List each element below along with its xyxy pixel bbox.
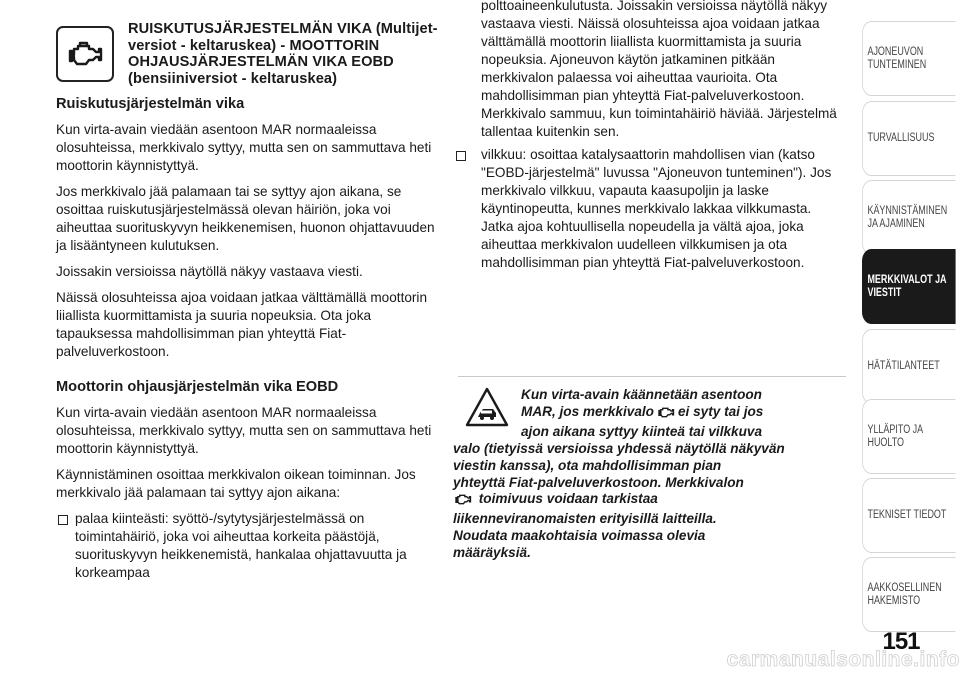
note-line: Noudata maakohtaisia voimassa olevia xyxy=(453,528,706,544)
bullet-item xyxy=(56,510,440,582)
chapter-tabs xyxy=(858,0,960,678)
section-heading: RUISKUTUSJÄRJESTELMÄN VIKA (Multijet-versiot - keltaruskea) - MOOTTORIN OHJAUSJÄRJESTELMÄN VIKA EOBD (bensiiniversiot - keltaruskea) xyxy=(128,21,438,87)
section-heading-block xyxy=(56,0,440,87)
subheading-eobd-fault: Moottorin ohjausjärjestelmän vika EOBD xyxy=(56,379,339,395)
note-line: viestin kanssa), ota mahdollisimman pian xyxy=(453,457,722,473)
paragraph: Joissakin versioissa näytöllä näkyy vastaava viesti. xyxy=(56,264,363,279)
bullet-square-icon xyxy=(58,515,68,525)
engine-warning-icon xyxy=(453,492,473,511)
note-line xyxy=(453,404,847,424)
note-text: MAR, jos merkkivalo xyxy=(521,403,654,419)
note-line xyxy=(453,491,847,511)
note-text: toimivuus voidaan tarkistaa xyxy=(478,491,658,507)
paragraph: Jos merkkivalo jää palamaan tai se syttyy ajon aikana, se osoittaa ruiskutusjärjestelmässä olevan häiriön, joka voi aiheuttaa suorituskyvyn heikkenemisen, huonon ohjattavuuden ja lisääntyneen kulutuksen. xyxy=(56,184,435,253)
bullet-text: vilkkuu: osoittaa katalysaattorin mahdollisen vian (katso "EOBD-järjestelmä" luvussa "Ajoneuvon tunteminen"). Jos merkkivalo vilkkuu, vapauta kaasupoljin ja laske käyntinopeutta, kunnes merkkivalo lakkaa vilkkumasta. Jatka ajoa kohtuullisella nopeudella ja vältä ajoa, joka aiheuttaa merkkivalon uudelleen vilkkumisen ja ota mahdollisimman pian yhteyttä Fiat-palveluverkostoon. xyxy=(481,147,832,270)
tab-turvallisuus[interactable]: TURVALLISUUS xyxy=(862,101,956,176)
warning-triangle-icon xyxy=(465,387,509,427)
note-line: valo (tietyissä versioissa yhdessä näytöllä näkyvän xyxy=(453,440,785,456)
tab-ajoneuvon-tunteminen[interactable]: AJONEUVON TUNTEMINEN xyxy=(862,21,956,96)
paragraph: Käynnistäminen osoittaa merkkivalon oikean toiminnan. Jos merkkivalo jää palamaan tai syttyy ajon aikana: xyxy=(56,467,416,500)
note-line: liikenneviranomaisten erityisillä laitteilla. xyxy=(453,511,717,527)
note-text: ei syty tai jos xyxy=(677,403,764,419)
watermark: carmanualsonline.info xyxy=(726,648,960,671)
tab-kaynnistaminen-ja-ajaminen[interactable]: KÄYNNISTÄMINEN JA AJAMINEN xyxy=(862,180,956,255)
tab-yllapito-ja-huolto[interactable]: YLLÄPITO JA HUOLTO xyxy=(862,399,956,474)
paragraph: Näissä olosuhteissa ajoa voidaan jatkaa välttämällä moottorin liiallista kuormittamista ja suuria nopeuksia. Ota joka tapauksessa mahdollisimman pian yhteyttä Fiat-palveluverkostoon. xyxy=(56,290,428,359)
warning-note xyxy=(453,387,847,562)
note-line: Kun virta-avain käännetään asentoon xyxy=(521,387,762,402)
engine-warning-icon xyxy=(656,405,676,424)
tab-aakkosellinen-hakemisto[interactable]: AAKKOSELLINEN HAKEMISTO xyxy=(862,557,956,632)
note-line: ajon aikana syttyy kiinteä tai vilkkuva xyxy=(521,423,763,439)
page-number: 151 xyxy=(882,628,920,655)
engine-warning-icon xyxy=(56,26,114,82)
continued-paragraph: polttoaineenkulutusta. Joissakin versioissa näytöllä näkyy vastaava viesti. Näissä olosuhteissa ajoa voidaan jatkaa välttämällä moottorin liiallista kuormittamista ja suuria nopeuksia. Ajoneuvon käytön jatkaminen pitkään merkkivalon palaessa voi aiheuttaa vaurioita. Ota mahdollisimman pian yhteyttä Fiat-palveluverkostoon. Merkkivalo sammuu, kun toimintahäiriö häviää. Järjestelmä tallentaa kuitenkin sen. xyxy=(481,0,837,139)
bullet-square-icon xyxy=(456,151,466,161)
note-divider-top xyxy=(458,376,846,377)
note-line: yhteyttä Fiat-palveluverkostoon. Merkkivalon xyxy=(453,474,744,490)
bullet-text: palaa kiinteästi: syöttö-/sytytysjärjestelmässä on toimintahäiriö, joka voi aiheuttaa korkeita päästöjä, suorituskyvyn heikkenemistä, hankalaa ohjattavuutta ja korkeampaa xyxy=(75,511,407,580)
subheading-injection-fault: Ruiskutusjärjestelmän vika xyxy=(56,96,245,112)
paragraph: Kun virta-avain viedään asentoon MAR normaaleissa olosuhteissa, merkkivalo syttyy, mutta sen on sammuttava heti moottorin käynnistyttyä. xyxy=(56,405,432,456)
right-column xyxy=(453,0,847,272)
tab-merkkivalot-ja-viestit[interactable]: MERKKIVALOT JA VIESTIT xyxy=(862,249,956,324)
tab-hatatilanteet[interactable]: HÄTÄTILANTEET xyxy=(862,329,956,404)
paragraph: Kun virta-avain viedään asentoon MAR normaaleissa olosuhteissa, merkkivalo syttyy, mutta sen on sammuttava heti moottorin käynnistyttyä. xyxy=(56,122,432,173)
tab-tekniset-tiedot[interactable]: TEKNISET TIEDOT xyxy=(862,478,956,553)
left-column xyxy=(56,0,440,582)
bullet-item xyxy=(453,146,847,272)
note-line: määräyksiä. xyxy=(453,545,531,561)
